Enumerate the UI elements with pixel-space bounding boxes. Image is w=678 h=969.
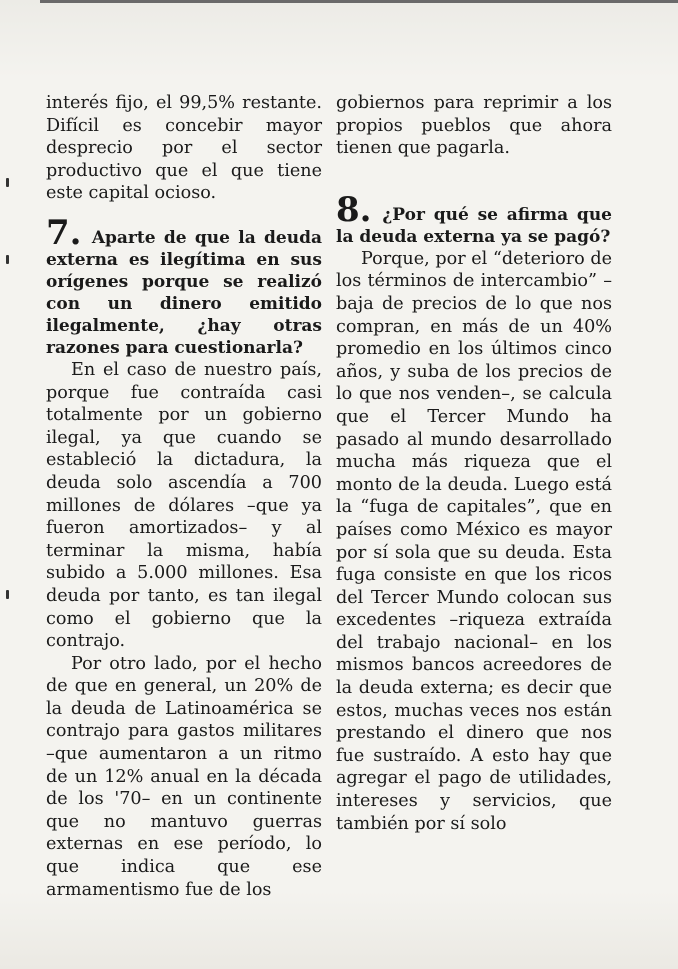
right-paragraph-continued: gobiernos para reprimir a los propios pueblos que ahora tienen que pagarla. xyxy=(336,93,612,159)
right-paragraph-1: Porque, por el “deterioro de los términos de intercambio” –baja de precios de lo que nos compran, en más de un 40% promedio en los últimos cinco años, y suba de los precios de lo que nos venden–, se calcula que el Tercer Mundo ha pasado al mundo desarrollado mucha más riqueza que el monto de la deuda. Luego está la “fuga de capitales”, que en países como México es mayor por sí sola que su deuda. Esta fuga consiste en que los ricos del Tercer Mundo colocan sus excedentes –riqueza extraída del trabajo nacional– en los mismos bancos acreedores de la deuda externa; es decir que estos, muchas veces nos están prestando el dinero que nos fue sustraído. A esto hay que agregar el pago de utilidades, intereses y servicios, que también por sí solo xyxy=(336,248,612,834)
question-7-text: Aparte de que la deuda externa es ilegítima en sus orígenes porque se realizó con un dinero emitido ilegalmente, ¿hay otras razones para cuestionarla? xyxy=(46,227,323,358)
question-8-heading xyxy=(336,189,612,248)
margin-mark xyxy=(6,590,9,599)
left-paragraph-1: En el caso de nuestro país, porque fue contraída casi totalmente por un gobierno ilegal, ya que cuando se estableció la dictadura, la deuda solo ascendía a 700 millones de dólares –que ya fueron amortizados– y al terminar la misma, había subido a 5.000 millones. Esa deuda por tanto, es tan ilegal como el gobierno que la contrajo. xyxy=(46,359,322,652)
left-paragraph-continued: interés fijo, el 99,5% restante. Difícil es concebir mayor desprecio por el sector productivo que el que tiene este capital ocioso. xyxy=(46,93,322,204)
margin-mark xyxy=(6,255,9,264)
left-column xyxy=(46,92,322,901)
question-7-heading xyxy=(46,212,323,359)
question-8-number: 8. xyxy=(336,189,372,230)
left-paragraph-2: Por otro lado, por el hecho de que en general, un 20% de la deuda de Latinoamérica se contrajo para gastos militares –que aumentaron a un ritmo de un 12% anual en la década de los '70– en un continente que no mantuvo guerras externas en ese período, lo que indica que ese armamentismo fue de los xyxy=(46,653,322,900)
question-8-text: ¿Por qué se afirma que la deuda externa ya se pagó? xyxy=(336,204,612,247)
question-7-number: 7. xyxy=(46,212,82,253)
margin-mark xyxy=(6,178,9,187)
top-rule xyxy=(40,0,678,3)
right-column xyxy=(336,92,612,835)
